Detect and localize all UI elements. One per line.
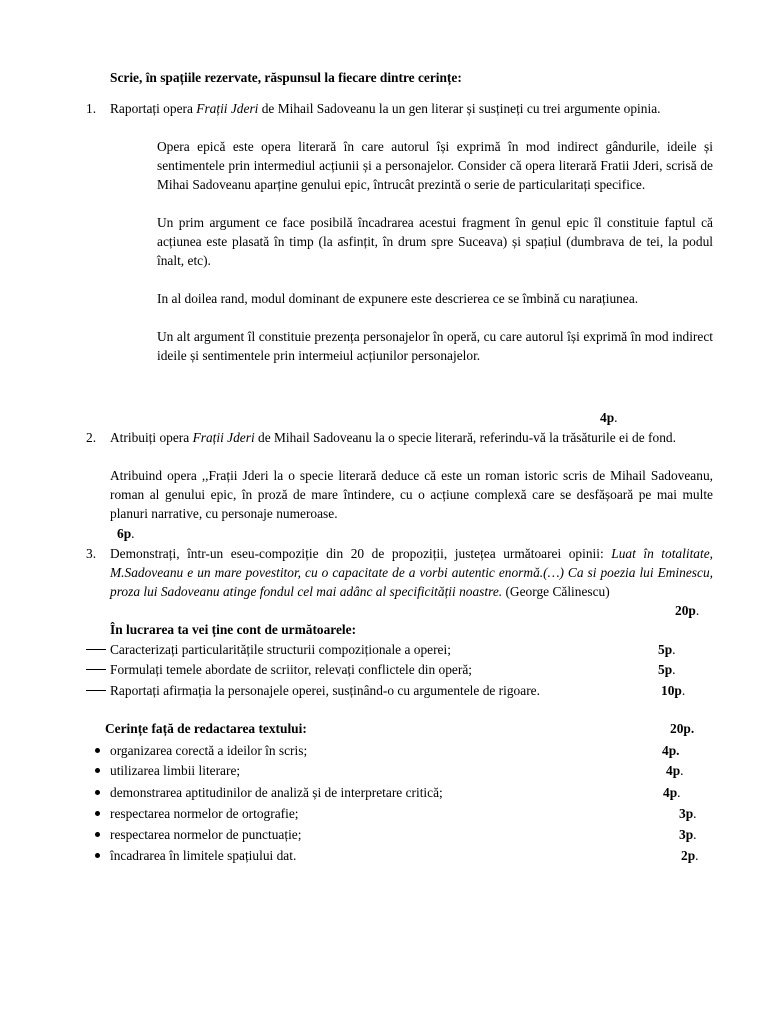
redactare-item-4: respectarea normelor de ortografie; <box>110 806 299 821</box>
q2-prompt-title: Frații Jderi <box>192 430 255 445</box>
q2-prompt <box>110 428 713 447</box>
q3-task-3-points: 10p. <box>661 683 686 698</box>
page-heading: Scrie, în spațiile rezervate, răspunsul la fiecare dintre cerințe: <box>110 70 462 85</box>
redactare-points: 20p. <box>670 721 695 736</box>
redactare-item-5-points: 3p. <box>679 827 697 842</box>
dash-icon <box>86 669 106 670</box>
q1-prompt-end: de Mihail Sadoveanu la un gen literar și susțineți cu trei argumente opinia. <box>258 101 661 116</box>
redactare-item-3: demonstrarea aptitudinilor de analiză și de interpretare critică; <box>110 785 443 800</box>
q1-number: 1. <box>86 101 97 116</box>
q3-task-2-points: 5p. <box>658 662 676 677</box>
redactare-heading: Cerințe față de redactarea textului: <box>105 721 307 736</box>
q3-number: 3. <box>86 546 97 561</box>
q3-prompt <box>110 544 713 601</box>
q2-points: 6p. <box>117 526 135 541</box>
redactare-item-2: utilizarea limbii literare; <box>110 763 241 778</box>
q3-prompt-text: Demonstrați, într-un eseu-compoziție din 20 de propoziții, justețea următoarei opinii: <box>110 546 612 561</box>
q2-number: 2. <box>86 430 97 445</box>
q3-task-2: Formulați temele abordate de scriitor, relevați conflictele din operă; <box>110 662 472 677</box>
bullet-icon <box>95 768 100 773</box>
q3-quote-author: (George Călinescu) <box>502 584 610 599</box>
q1-prompt-title: Frații Jderi <box>196 101 259 116</box>
redactare-item-1: organizarea corectă a ideilor în scris; <box>110 743 308 758</box>
q2-answer: Atribuind opera ,,Frații Jderi la o specie literară deduce că este un roman istoric scris de Mihail Sadoveanu, roman al genului epic, în proză de mare întindere, cu o acțiune complexă care se desfășoară pe mai multe planuri narrative, cu personaje numeroase. <box>110 468 713 521</box>
bullet-icon <box>95 832 100 837</box>
bullet-icon <box>95 748 100 753</box>
q2-prompt-end: de Mihail Sadoveanu la o specie literară, referindu-vă la trăsăturile ei de fond. <box>254 430 676 445</box>
redactare-item-6: încadrarea în limitele spațiului dat. <box>110 848 297 863</box>
q1-answer <box>157 137 713 365</box>
redactare-item-1-points: 4p. <box>662 743 680 758</box>
bullet-icon <box>95 853 100 858</box>
q1-prompt <box>110 99 713 118</box>
redactare-item-2-points: 4p. <box>666 763 684 778</box>
bullet-icon <box>95 811 100 816</box>
dash-icon <box>86 690 106 691</box>
q1-answer-paragraph-1: Opera epică este opera literară în care autorul își exprimă în mod indirect gândurile, ideile și sentimentele prin intermediul acțiunii și a personajelor. Consider că opera literară Fratii Jderi, scrisă de Mihai Sadoveanu aparține genului epic, întrucât prezintă o serie de particularitați specifice. <box>157 139 713 192</box>
q1-points: 4p. <box>600 410 618 425</box>
q3-quote: Luat în totalitate, M.Sadoveanu e un mare povestitor, cu o capacitate de a vorbi autentic enormă.(…) Ca si poezia lui Eminescu, proza lui Sadoveanu atinge fondul cel mai adânc al specificității noastre. <box>110 546 713 599</box>
q2-prompt-start: Atribuiți opera <box>110 430 193 445</box>
q1-answer-paragraph-2: Un prim argument ce face posibilă încadrarea acestui fragment în genul epic îl constituie faptul că acțiunea este plasată în timp (la asfințit, în drum spre Suceava) și spațiul (dumbrava de tei, la podul înalt, etc). <box>157 215 713 268</box>
q3-task-1-points: 5p. <box>658 642 676 657</box>
q3-points: 20p. <box>675 603 700 618</box>
redactare-item-6-points: 2p. <box>681 848 699 863</box>
q3-task-3: Raportați afirmația la personajele operei, susținând-o cu argumentele de rigoare. <box>110 683 540 698</box>
redactare-item-4-points: 3p. <box>679 806 697 821</box>
q1-answer-paragraph-3: In al doilea rand, modul dominant de expunere este descrierea ce se îmbină cu narațiunea. <box>157 291 639 306</box>
q3-instructions-heading: În lucrarea ta vei ține cont de următoarele: <box>110 622 357 637</box>
q3-task-1: Caracterizați particularitățile structurii compoziționale a operei; <box>110 642 451 657</box>
redactare-item-5: respectarea normelor de punctuație; <box>110 827 302 842</box>
q1-answer-paragraph-4: Un alt argument îl constituie prezența personajelor în operă, cu care autorul își exprimă în mod indirect ideile și sentimentele prin intermeiul acțiunilor personajelor. <box>157 329 713 363</box>
redactare-item-3-points: 4p. <box>663 785 681 800</box>
dash-icon <box>86 649 106 650</box>
bullet-icon <box>95 790 100 795</box>
q1-prompt-start: Raportați opera <box>110 101 197 116</box>
